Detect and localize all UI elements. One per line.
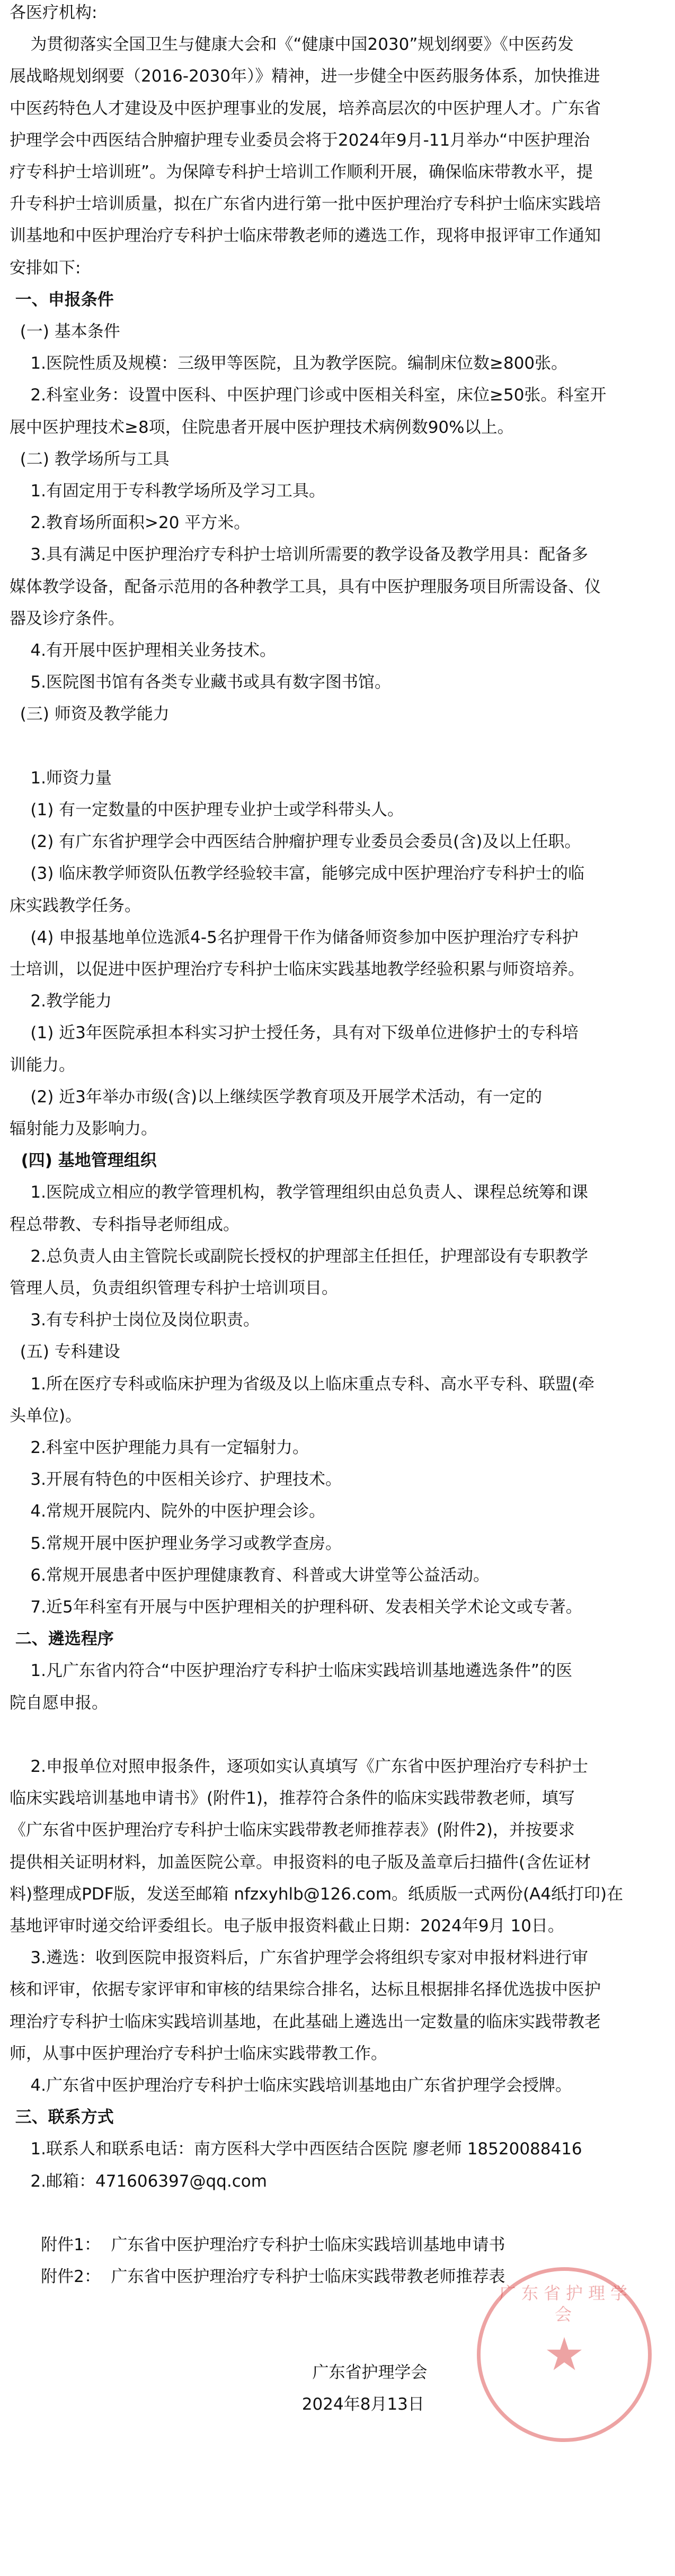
- document-line: (2) 有广东省护理学会中西医结合肿瘤护理专业委员会委员(含)及以上任职。: [10, 832, 581, 851]
- document-line: 媒体教学设备，配备示范用的各种教学工具，具有中医护理服务项目所需设备、仪: [10, 577, 601, 596]
- document-line: (二) 教学场所与工具: [10, 450, 170, 469]
- seal-star-icon: ★: [544, 2328, 585, 2381]
- document-line: 《广东省中医护理治疗专科护士临床实践带教老师推荐表》(附件2)，并按要求: [10, 1821, 575, 1840]
- document-line: (1) 近3年医院承担本科实习护士授任务，具有对下级单位进修护士的专科培: [10, 1023, 579, 1042]
- document-line: 6.常规开展患者中医护理健康教育、科普或大讲堂等公益活动。: [10, 1566, 490, 1585]
- document-line: 1.凡广东省内符合“中医护理治疗专科护士临床实践培训基地遴选条件”的医: [10, 1661, 573, 1680]
- document-line: 训基地和中医护理治疗专科护士临床带教老师的遴选工作，现将申报评审工作通知: [10, 226, 601, 245]
- document-line: 展中医护理技术≥8项，住院患者开展中医护理技术病例数90%以上。: [10, 418, 514, 437]
- document-line: 展战略规划纲要（2016-2030年）》精神，进一步健全中医药服务体系，加快推进: [10, 67, 600, 86]
- document-line: 2.邮箱：471606397@qq.com: [10, 2172, 267, 2191]
- document-line: (三) 师资及教学能力: [10, 705, 170, 724]
- document-line: 2.教学能力: [10, 992, 112, 1011]
- document-line: 1.有固定用于专科教学场所及学习工具。: [10, 482, 325, 501]
- document-line: 2.总负责人由主管院长或副院长授权的护理部主任担任，护理部设有专职教学: [10, 1247, 588, 1266]
- document-line: 1.联系人和联系电话：南方医科大学中西医结合医院 廖老师 18520088416: [10, 2140, 582, 2159]
- document-line: (五) 专科建设: [10, 1342, 120, 1361]
- official-seal-text: 广东省护理学会: [499, 2283, 633, 2324]
- document-line: 床实践教学任务。: [10, 896, 141, 915]
- document-line: 7.近5年科室有开展与中医护理相关的护理科研、发表相关学术论文或专著。: [10, 1598, 582, 1617]
- document-line: 附件1： 广东省中医护理治疗专科护士临床实践培训基地申请书: [10, 2235, 505, 2254]
- document-line: 附件2： 广东省中医护理治疗专科护士临床实践带教老师推荐表: [10, 2267, 505, 2286]
- document-line: 2024年8月13日: [10, 2395, 424, 2414]
- document-line: 1.医院性质及规模：三级甲等医院，且为教学医院。编制床位数≥800张。: [10, 354, 568, 373]
- document-line: 临床实践培训基地申请书》(附件1)，推荐符合条件的临床实践带教老师，填写: [10, 1789, 575, 1808]
- document-line: 3.遴选：收到医院申报资料后，广东省护理学会将组织专家对申报材料进行审: [10, 1948, 588, 1967]
- document-line: 5.医院图书馆有各类专业藏书或具有数字图书馆。: [10, 673, 391, 692]
- document-line: 中医药特色人才建设及中医护理事业的发展，培养高层次的中医护理人才。广东省: [10, 99, 601, 118]
- document-line: 为贯彻落实全国卫生与健康大会和《“健康中国2030”规划纲要》《中医药发: [10, 35, 574, 54]
- document-line: 程总带教、专科指导老师组成。: [10, 1215, 239, 1234]
- document-line: 辐射能力及影响力。: [10, 1119, 157, 1138]
- document-line: 士培训，以促进中医护理治疗专科护士临床实践基地教学经验积累与师资培养。: [10, 960, 584, 979]
- document-line: 一、申报条件: [10, 290, 114, 309]
- document-line: 训能力。: [10, 1056, 75, 1075]
- document-line: 3.开展有特色的中医相关诊疗、护理技术。: [10, 1470, 342, 1489]
- document-line: 疗专科护士培训班”。为保障专科护士培训工作顺利开展，确保临床带教水平，提: [10, 163, 593, 182]
- document-line: 二、遴选程序: [10, 1629, 114, 1648]
- document-line: 1.医院成立相应的教学管理机构，教学管理组织由总负责人、课程总统筹和课: [10, 1183, 588, 1202]
- document-line: (2) 近3年举办市级(含)以上继续医学教育项及开展学术活动，有一定的: [10, 1088, 543, 1107]
- document-line: 安排如下:: [10, 259, 81, 278]
- document-line: (四) 基地管理组织: [10, 1151, 157, 1170]
- document-line: 提供相关证明材料，加盖医院公章。申报资料的电子版及盖章后扫描件(含佐证材: [10, 1853, 591, 1872]
- document-line: 各医疗机构:: [10, 3, 97, 22]
- document-line: 1.所在医疗专科或临床护理为省级及以上临床重点专科、高水平专科、联盟(牵: [10, 1375, 595, 1394]
- document-line: 头单位)。: [10, 1406, 82, 1425]
- document-line: 广东省护理学会: [10, 2363, 428, 2382]
- document-line: 三、联系方式: [10, 2108, 114, 2127]
- document-line: 2.申报单位对照申报条件，逐项如实认真填写《广东省中医护理治疗专科护士: [10, 1757, 588, 1776]
- document-line: 4.常规开展院内、院外的中医护理会诊。: [10, 1502, 325, 1521]
- document-line: 2.科室中医护理能力具有一定辐射力。: [10, 1438, 309, 1457]
- document-line: (一) 基本条件: [10, 322, 120, 341]
- document-line: 料)整理成PDF版，发送至邮箱 nfzxyhlb@126.com。纸质版一式两份(A4纸打印)在: [10, 1885, 624, 1904]
- document-line: 3.有专科护士岗位及岗位职责。: [10, 1311, 260, 1330]
- official-seal: [477, 2267, 652, 2442]
- document-line: 院自愿申报。: [10, 1693, 108, 1713]
- document-line: (1) 有一定数量的中医护理专业护士或学科带头人。: [10, 800, 404, 819]
- document-line: 2.科室业务：设置中医科、中医护理门诊或中医相关科室，床位≥50张。科室开: [10, 386, 607, 405]
- document-line: 4.广东省中医护理治疗专科护士临床实践培训基地由广东省护理学会授牌。: [10, 2076, 572, 2095]
- document-line: 5.常规开展中医护理业务学习或教学查房。: [10, 1534, 342, 1553]
- document-line: 器及诊疗条件。: [10, 609, 125, 628]
- document-line: 护理学会中西医结合肿瘤护理专业委员会将于2024年9月-11月举办“中医护理治: [10, 131, 590, 150]
- document-line: 师，从事中医护理治疗专科护士临床实践带教工作。: [10, 2044, 387, 2063]
- document-line: 理治疗专科护士临床实践培训基地，在此基础上遴选出一定数量的临床实践带教老: [10, 2012, 601, 2031]
- document-line: 基地评审时递交给评委组长。电子版申报资料截止日期：2024年9月 10日。: [10, 1917, 564, 1936]
- document-line: 3.具有满足中医护理治疗专科护士培训所需要的教学设备及教学用具：配备多: [10, 545, 588, 564]
- document-line: 升专科护士培训质量，拟在广东省内进行第一批中医护理治疗专科护士临床实践培: [10, 194, 601, 213]
- document-line: 1.师资力量: [10, 769, 112, 788]
- document-line: 管理人员，负责组织管理专科护士培训项目。: [10, 1279, 338, 1298]
- document-line: 2.教育场所面积>20 平方米。: [10, 513, 251, 532]
- document-line: 核和评审，依据专家评审和审核的结果综合排名，达标且根据排名择优选拔中医护: [10, 1980, 601, 1999]
- document-line: 4.有开展中医护理相关业务技术。: [10, 641, 276, 660]
- document-line: (3) 临床教学师资队伍教学经验较丰富，能够完成中医护理治疗专科护士的临: [10, 864, 585, 883]
- document-line: (4) 申报基地单位选派4-5名护理骨干作为储备师资参加中医护理治疗专科护: [10, 928, 579, 947]
